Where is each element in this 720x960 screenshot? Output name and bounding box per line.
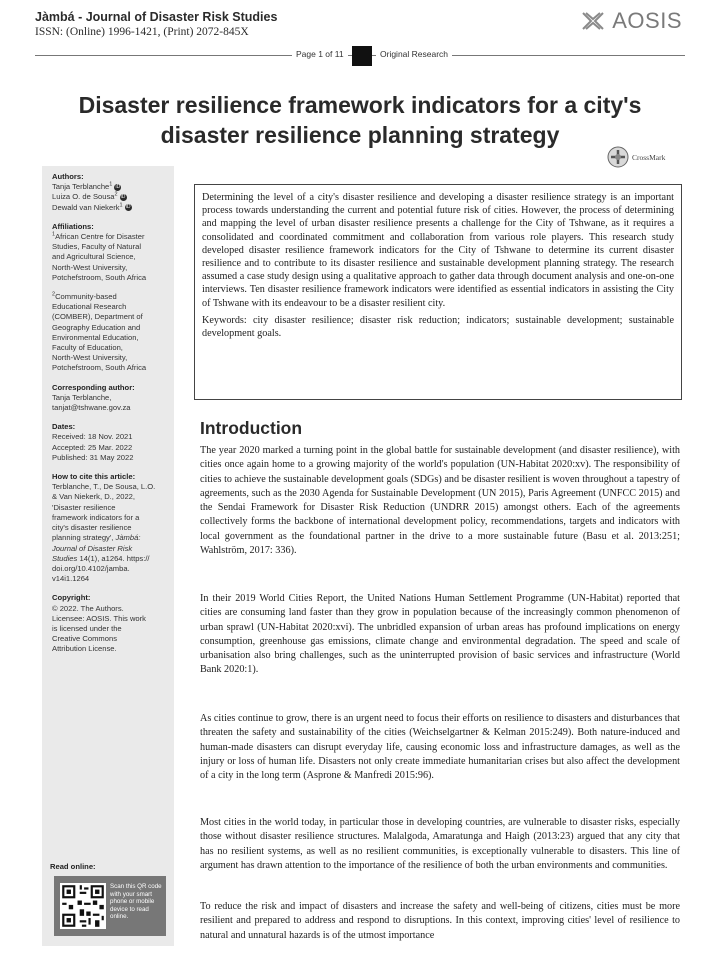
cite-text: 14(1), a1264. https:// <box>79 553 150 563</box>
copyright-line: is licensed under the <box>52 623 122 633</box>
affiliation-line: Educational Research <box>52 302 127 312</box>
corresponding-heading: Corresponding author: <box>52 382 135 392</box>
copyright-line: Attribution License. <box>52 644 117 654</box>
page-number: Page 1 of 11 <box>292 49 348 59</box>
section-heading-introduction: Introduction <box>200 418 303 438</box>
cite-doi-link[interactable]: v14i1.1264 <box>52 574 90 584</box>
affiliation-mark: 2 <box>114 191 118 198</box>
affiliation-2 <box>52 292 168 374</box>
affiliation-mark: 1 <box>52 231 56 238</box>
crossmark-icon <box>607 146 629 168</box>
crossmark-badge[interactable] <box>607 146 665 168</box>
cite-text: planning strategy', <box>52 533 114 543</box>
affiliation-line: and Agricultural Science, <box>52 252 136 262</box>
orcid-icon[interactable]: iD <box>120 193 126 200</box>
affiliation-mark: 1 <box>109 181 113 188</box>
read-online-block <box>50 862 162 920</box>
aosis-logo-icon <box>580 10 606 32</box>
copyright-line: © 2022. The Authors. <box>52 603 124 613</box>
cite-journal: Studies <box>52 553 78 563</box>
body-paragraph: The year 2020 marked a turning point in the global battle for sustainable development (and disaster resilience), with cities once again home to a growing majority of the world's population (UN-Habitat 2020:xv). The responsibility of cities to achieve the sustainable development goals (SDGs) and be disaster resilient is woven throughout a tapestry of agreements, such as the 2030 Agenda for Sustainable Development (UN 2015), Paris Agreement (UNFCC 2015) and the Sendai Framework for Disaster Risk Reduction (UNDRR 2015) amongst others. Each of the agreements collectively forms the backbone of international development policy, recommendations, targets and indicators with local government as the foundational partner in the drive to a more sustainable future (Basu et al. 2013:251; Wahlström, 2017: 336). <box>200 445 680 557</box>
affiliation-line <box>52 292 168 302</box>
author-entry <box>52 203 168 213</box>
citation-block <box>52 472 168 584</box>
affiliation-mark: 2 <box>52 291 56 298</box>
cite-journal: Journal of Disaster Risk <box>52 543 133 553</box>
cite-line: city's disaster resilience <box>52 523 132 533</box>
cite-line: 'Disaster resilience <box>52 502 116 512</box>
affiliation-text: African Centre for Disaster <box>55 232 145 242</box>
copyright-block <box>52 593 168 654</box>
qr-instructions: Scan this QR code with your smart phone or mobile device to read online. <box>110 883 162 920</box>
abstract-text: Determining the level of a city's disaster resilience and developing a disaster resilience strategy is an important process towards understanding the current and potential future risk of cities. However, the process of determining and mapping the level of urban disaster resilience presents a challenge for the City of Tshwane, as it requires a consolidated and coordinated commitment and collaboration from various role players. This research study developed disaster resilience framework indicators for the City of Tshwane to determine its current disaster resilience and to contribute to its disaster resilience and sustainable development planning strategy. The research assumed a case study design using a qualitative approach to gather data through document analysis and one-on-one interviews. Ten disaster resilience framework indicators were identified as essential indicators in assisting the City of Tshwane with its endeavour to be a disaster resilient city. <box>202 192 674 309</box>
author-name: Tanja Terblanche <box>52 182 110 192</box>
body-paragraph: To reduce the risk and impact of disasters and increase the safety and well-being of citizens, cities must be more resilient and prepared to address and respond to disruptions. In this context, improving cities' level of resilience to natural and unnatural hazards is of the utmost importance <box>200 901 680 941</box>
affiliation-1 <box>52 232 168 283</box>
cite-heading: How to cite this article: <box>52 472 136 482</box>
affiliation-line: Potchefstroom, South Africa <box>52 272 147 282</box>
body-paragraph: Most cities in the world today, in particular those in developing countries, are vulnerable to disaster risks, especially those without disaster resilience structures. Malalgoda, Amaratunga and Haigh (2013:23) argued that any city that has no resilient systems, as well as no resilient communities, is exceptionally vulnerable to disasters. This line of argument has drawn attention to the importance of the resilience of both the urban environments and communities. <box>200 817 680 871</box>
affiliation-line: North-West University, <box>52 262 128 272</box>
abstract-box <box>194 184 682 400</box>
author-entry <box>52 182 168 192</box>
corresponding-author-block <box>52 383 168 414</box>
cite-journal: Jàmbá: <box>115 533 141 543</box>
orcid-icon[interactable]: iD <box>125 204 131 211</box>
affiliation-text: Community-based <box>55 292 117 302</box>
author-name: Luiza O. de Sousa <box>52 192 115 202</box>
affiliation-line: North-West University, <box>52 353 128 363</box>
affiliation-line: (COMBER), Department of <box>52 312 143 322</box>
body-paragraph: As cities continue to grow, there is an urgent need to focus their efforts on resilience to disasters and disturbances that threaten the safety and sustainability of the cities (Weichselgartner & Kelman 2015:249). Both nature-induced and human-made disasters can disrupt everyday life, causing economic loss and infrastructure damages, as well as the injury or loss of human life. Disasters not only create immediate humanitarian crises but also affect the development of a city in the long term (Asprone & Manfredi 2015:96). <box>200 713 680 782</box>
affiliation-line: Geography Education and <box>52 322 141 332</box>
orcid-icon[interactable]: iD <box>115 183 121 190</box>
cite-line: Terblanche, T., De Sousa, L.O. <box>52 482 156 492</box>
page-meta-bar <box>0 46 720 66</box>
crossmark-label: CrossMark <box>632 152 666 162</box>
date-published: Published: 31 May 2022 <box>52 452 134 462</box>
meta-block-marker <box>352 46 372 66</box>
date-accepted: Accepted: 25 Mar. 2022 <box>52 442 133 452</box>
copyright-heading: Copyright: <box>52 593 91 603</box>
read-online-heading: Read online: <box>50 862 96 871</box>
date-received: Received: 18 Nov. 2021 <box>52 432 133 442</box>
publisher-name: AOSIS <box>612 8 682 33</box>
journal-title: Jàmbá - Journal of Disaster Risk Studies <box>35 10 278 24</box>
qr-code-icon <box>60 883 106 929</box>
cite-line <box>52 554 168 564</box>
affiliations-block <box>52 222 168 374</box>
publisher-logo[interactable] <box>580 8 682 34</box>
author-name: Dewald van Niekerk <box>52 202 120 212</box>
copyright-line: Creative Commons <box>52 634 117 644</box>
dates-block <box>52 422 168 463</box>
article-title: Disaster resilience framework indicators for a city's disaster resilience planning strategy <box>78 92 642 148</box>
authors-block <box>52 172 168 213</box>
cite-line <box>52 533 168 543</box>
affiliation-line: Faculty of Education, <box>52 343 123 353</box>
cite-line: & Van Niekerk, D., 2022, <box>52 492 136 502</box>
affiliation-line: Environmental Education, <box>52 332 139 342</box>
affiliation-line: Potchefstroom, South Africa <box>52 363 147 373</box>
affiliation-line: Studies, Faculty of Natural <box>52 242 142 252</box>
article-info-sidebar <box>42 166 174 946</box>
dates-heading: Dates: <box>52 422 76 432</box>
affiliation-mark: 1 <box>119 202 123 209</box>
keywords: Keywords: city disaster resilience; disaster risk reduction; indicators; sustainable development; sustainable development goals. <box>202 314 674 340</box>
cite-line: framework indicators for a <box>52 512 140 522</box>
copyright-line: Licensee: AOSIS. This work <box>52 613 146 623</box>
affiliation-line <box>52 232 168 242</box>
body-paragraph: In their 2019 World Cities Report, the United Nations Human Settlement Programme (UN-Habitat) reported that cities are consuming land faster than they grow in population because of the increasingly common phenomenon of urban sprawl (UN-Habitat 2020:xvi). The unbridled expansion of urban areas has profound implications on energy consumption, greenhouse gas emissions, climate change and environmental degradation. The speed and scale of urbanisation also bring challenges, such as the uninterrupted provision of basic services and infrastructure (World Bank 2020:1). <box>200 593 680 676</box>
corresponding-email-link[interactable]: tanjat@tshwane.gov.za <box>52 403 131 413</box>
section-type: Original Research <box>376 49 452 59</box>
journal-header <box>35 10 277 38</box>
authors-heading: Authors: <box>52 172 84 181</box>
author-entry <box>52 192 168 202</box>
corresponding-name: Tanja Terblanche, <box>52 392 112 402</box>
cite-doi-link[interactable]: doi.org/10.4102/jamba. <box>52 563 130 573</box>
qr-panel[interactable] <box>54 876 166 936</box>
affiliations-heading: Affiliations: <box>52 221 94 231</box>
journal-issn: ISSN: (Online) 1996-1421, (Print) 2072-845X <box>35 26 249 38</box>
